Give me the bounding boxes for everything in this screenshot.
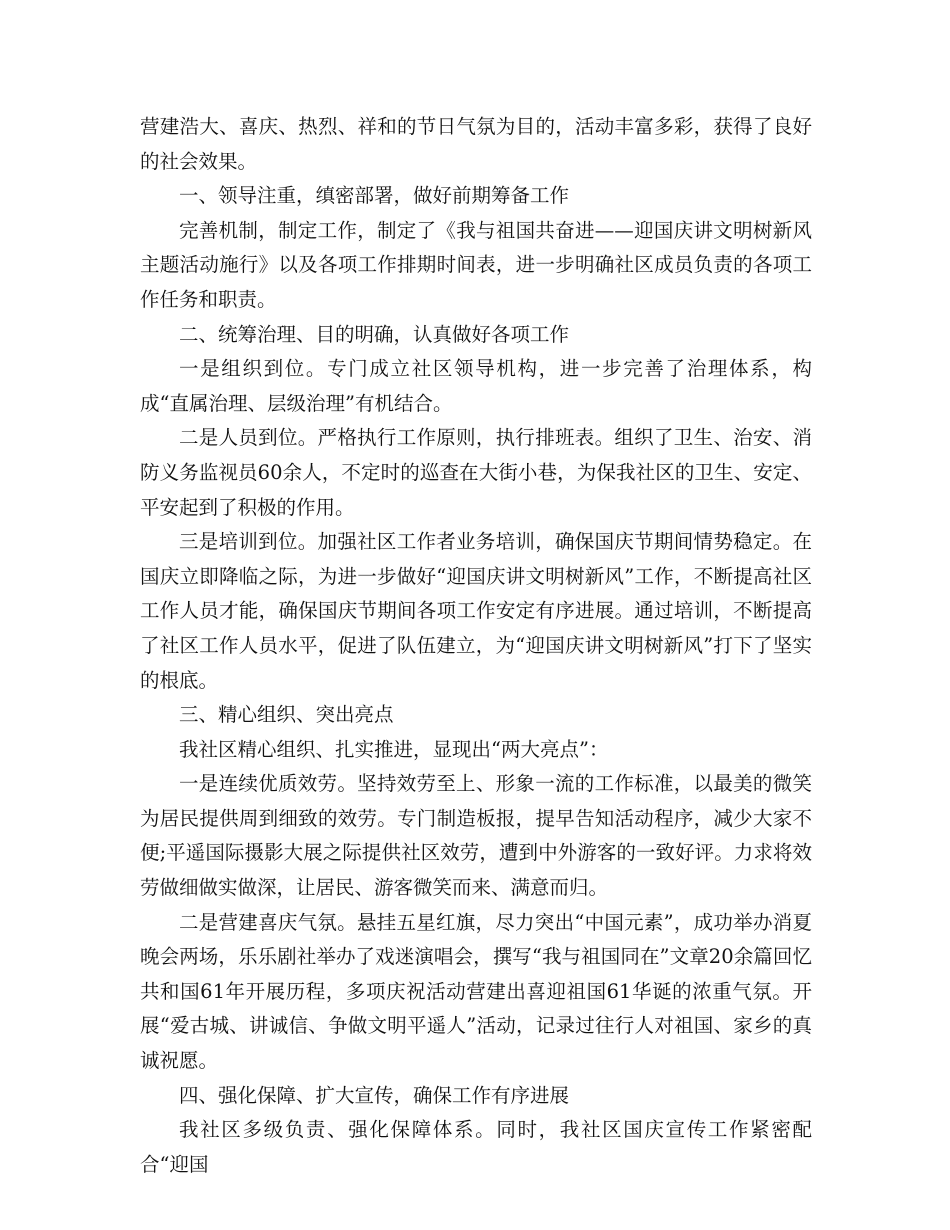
- paragraph: 二是营建喜庆气氛。悬挂五星红旗，尽力突出“中国元素”，成功举办消夏晚会两场，乐乐剧社举办了戏迷演唱会，撰写“我与祖国同在”文章20余篇回忆共和国61年开展历程，多项庆祝活动营建出喜迎祖国61华诞的浓重气氛。开展“爱古城、讲诚信、争做文明平遥人”活动，记录过往行人对祖国、家乡的真诚祝愿。: [140, 910, 812, 1073]
- section-heading-3: 三、精心组织、突出亮点: [179, 703, 394, 727]
- paragraph: 完善机制，制定工作，制定了《我与祖国共奋进——迎国庆讲文明树新风主题活动施行》以及各项工作排期时间表，进一步明确社区成员负责的各项工作任务和职责。: [140, 218, 812, 311]
- section-heading-4: 四、强化保障、扩大宣传，确保工作有序进展: [179, 1083, 570, 1107]
- paragraph-truncated: 我社区多级负责、强化保障体系。同时，我社区国庆宣传工作紧密配合“迎国: [140, 1118, 812, 1176]
- paragraph: 一是连续优质效劳。坚持效劳至上、形象一流的工作标准，以最美的微笑为居民提供周到细致的效劳。专门制造板报，提早告知活动程序，减少大家不便;平遥国际摄影大展之际提供社区效劳，遭到中外游客的一致好评。力求将效劳做细做实做深，让居民、游客微笑而来、满意而归。: [140, 772, 812, 900]
- document-body: [140, 110, 812, 1182]
- section-heading-2: 二、统筹治理、目的明确，认真做好各项工作: [179, 322, 570, 346]
- section-heading-1: 一、领导注重，缜密部署，做好前期筹备工作: [179, 184, 570, 208]
- paragraph: 一是组织到位。专门成立社区领导机构，进一步完善了治理体系，构成“直属治理、层级治理”有机结合。: [140, 357, 812, 415]
- paragraph-intro-continuation: 营建浩大、喜庆、热烈、祥和的节日气氛为目的，活动丰富多彩，获得了良好的社会效果。: [140, 115, 812, 173]
- paragraph: 二是人员到位。严格执行工作原则，执行排班表。组织了卫生、治安、消防义务监视员60余人，不定时的巡查在大街小巷，为保我社区的卫生、安定、平安起到了积极的作用。: [140, 426, 812, 519]
- paragraph: 三是培训到位。加强社区工作者业务培训，确保国庆节期间情势稳定。在国庆立即降临之际，为进一步做好“迎国庆讲文明树新风”工作，不断提高社区工作人员才能，确保国庆节期间各项工作安定有序进展。通过培训，不断提高了社区工作人员水平，促进了队伍建立，为“迎国庆讲文明树新风”打下了坚实的根底。: [140, 530, 812, 692]
- paragraph: 我社区精心组织、扎实推进，显现出“两大亮点”：: [179, 737, 609, 761]
